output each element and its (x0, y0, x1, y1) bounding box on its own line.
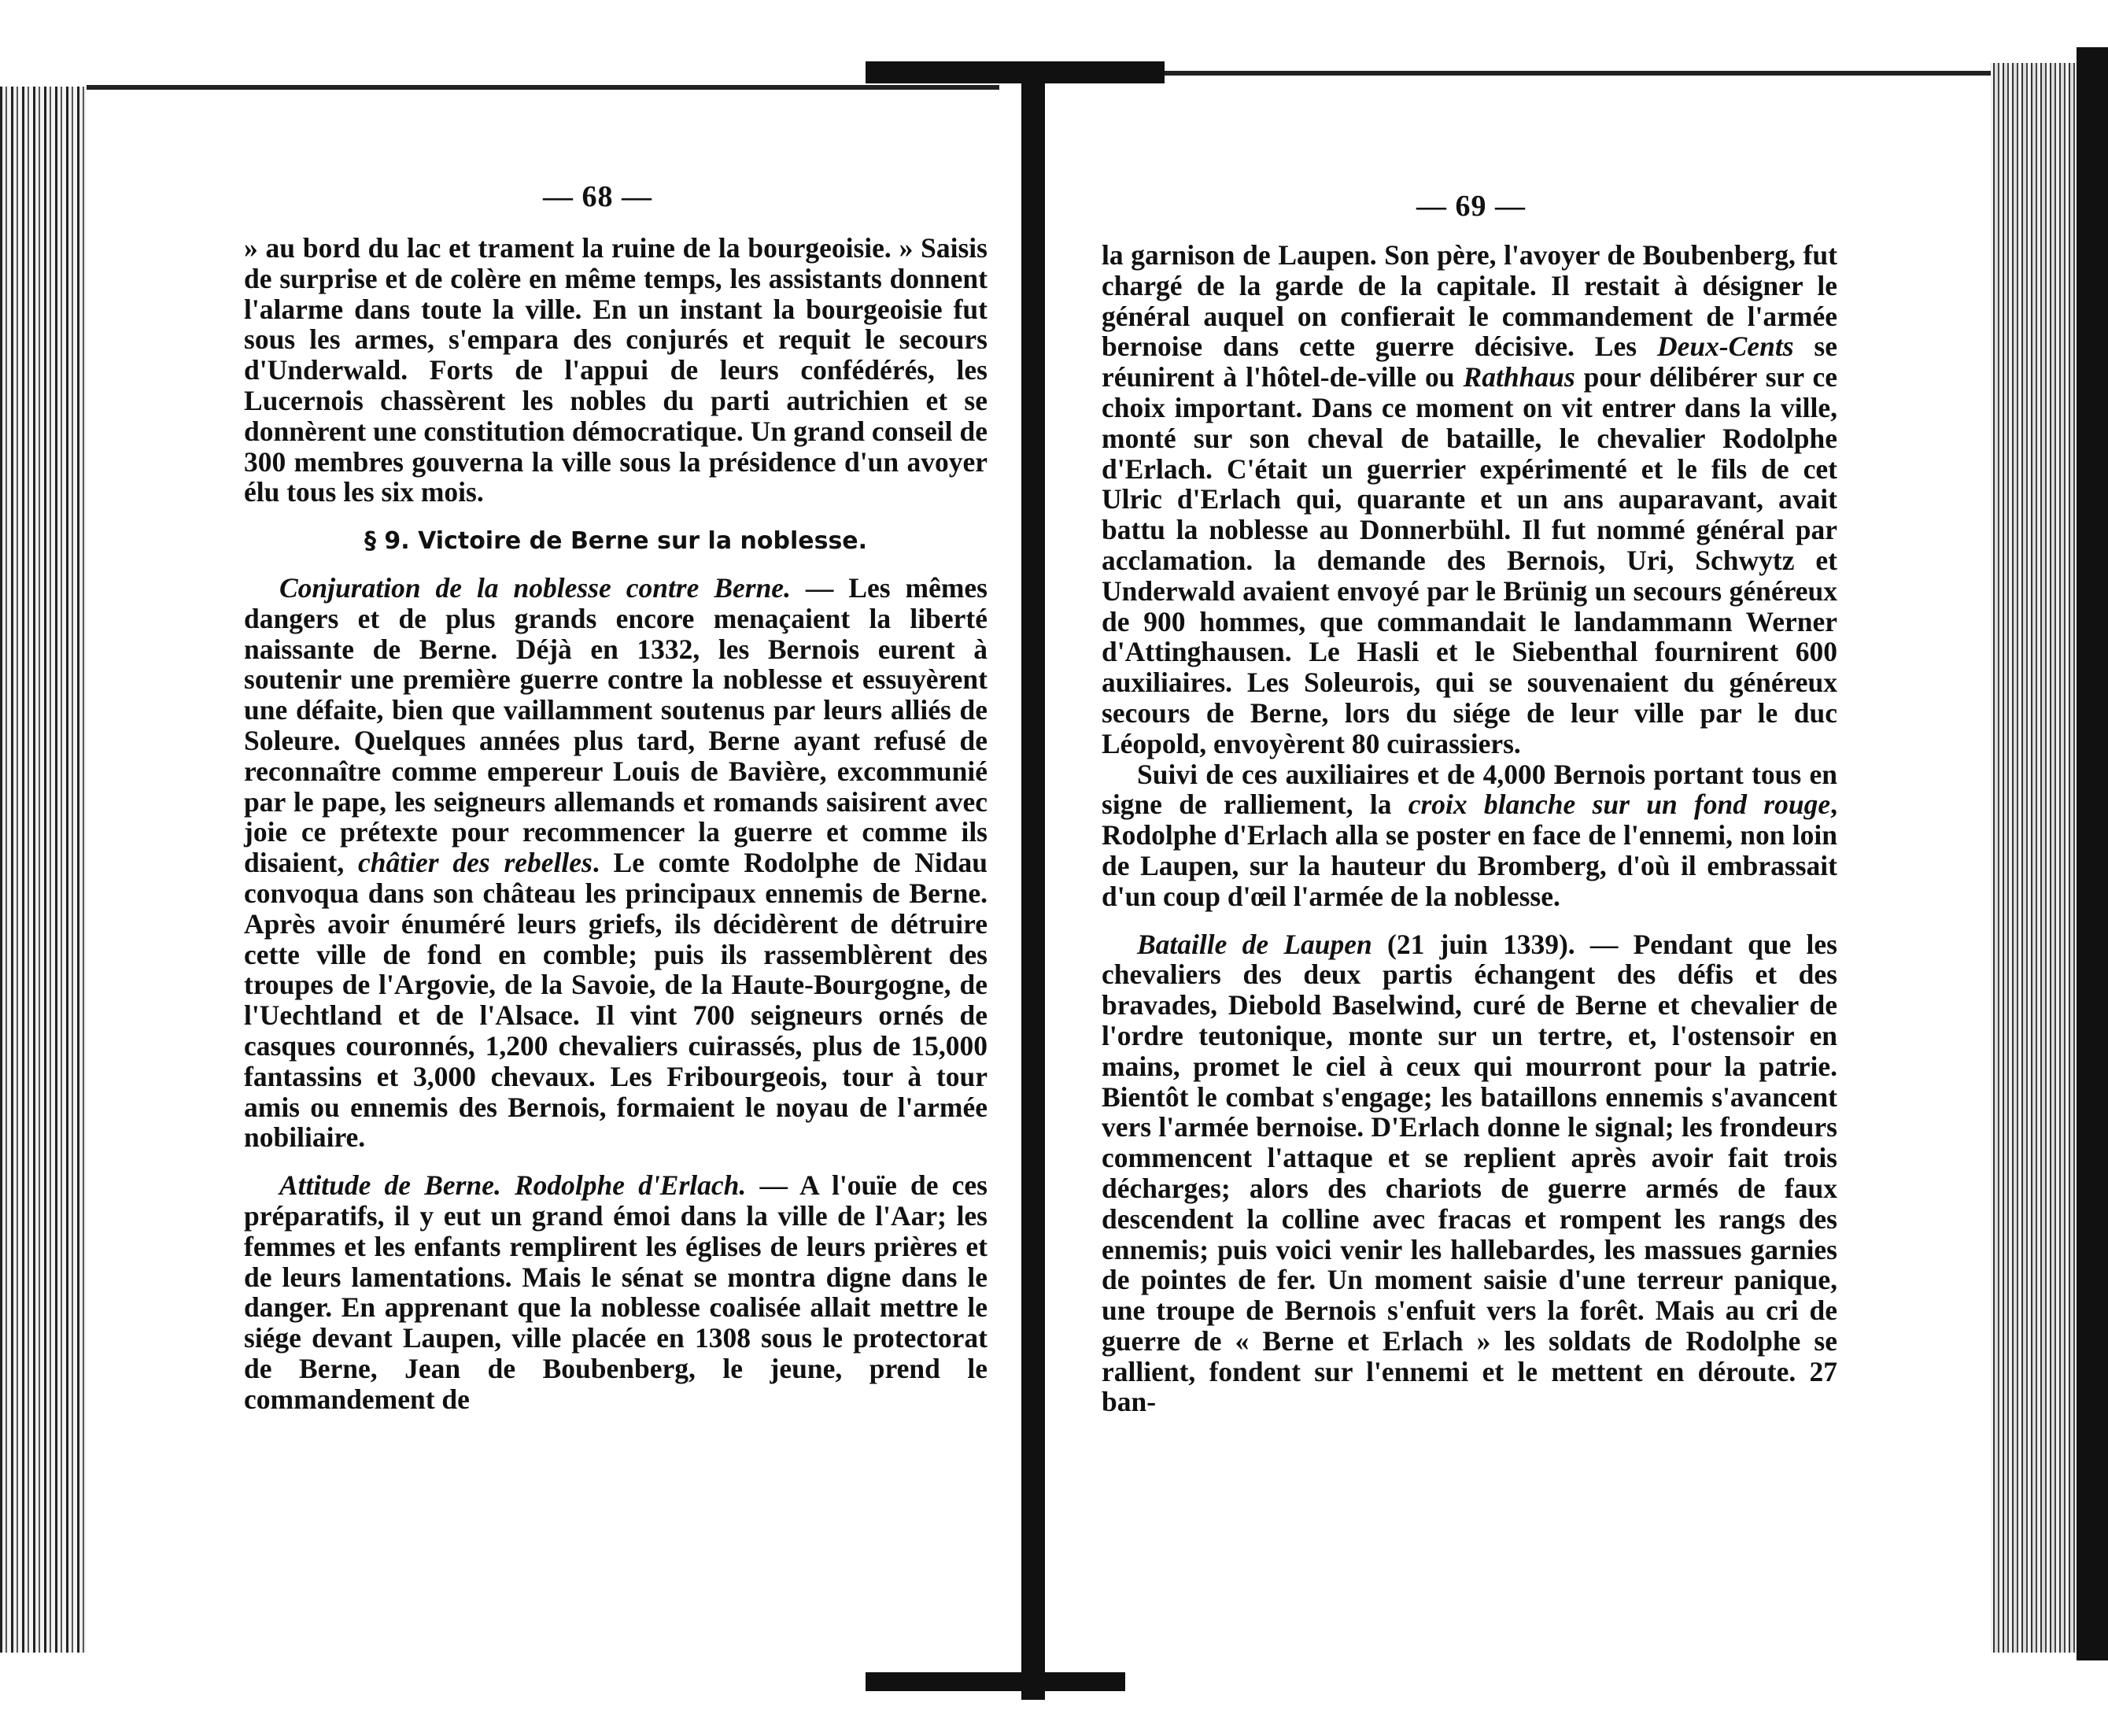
left-page-text (244, 233, 988, 1414)
paragraph-italic-text: croix blanche sur un fond rouge (1408, 789, 1831, 821)
book-spine-gutter (1021, 71, 1045, 1700)
paragraph-text: (21 juin 1339). — Pendant que les chevaliers des deux partis échangent des défis et des bravades, Diebold Baselwind, curé de Berne et chevalier de l'ordre teutonique, monte sur un tertre, et, l'ostensoir en mains, promet le ciel à ceux qui mourront pour la patrie. Bientôt le combat s'engage; les bataillons ennemis s'avancent vers l'armée bernoise. D'Erlach donne le signal; les frondeurs commencent l'attaque et se replient après avoir fait trois décharges; alors des chariots de guerre armés de faux descendent la colline avec fracas et rompent les rangs des ennemis; puis voici venir les hallebardes, les massues garnies de pointes de fer. Un moment saisie d'une terreur panique, une troupe de Bernois s'enfuit vers la forêt. Mais au cri de guerre de « Berne et Erlach » les soldats de Rodolphe se rallient, fondent sur l'ennemi et le mettent en déroute. 27 ban- (1102, 928, 1837, 1418)
paragraph-italic-lead: Conjuration de la noblesse contre Berne. (279, 571, 791, 604)
paragraph-italic-text: Rathhaus (1463, 361, 1575, 393)
paragraph-text: , Rodolphe d'Erlach alla se poster en face de l'ennemi, non loin de Laupen, sur la hauteur du Bromberg, d'où il embrassait d'un coup d'œil l'armée de la noblesse. (1102, 789, 1837, 912)
paragraph-text: se réunirent à l'hôtel-de-ville ou (1102, 331, 1837, 393)
spine-bottom-band (866, 1672, 1125, 1691)
paragraph-text: . Le comte Rodolphe de Nidau convoqua dans son château les principaux ennemis de Berne. Après avoir énuméré leurs griefs, ils décidèrent de détruire cette ville de fond en comble; puis ils rassemblèrent des troupes de l'Argovie, de la Savoie, de la Haute-Bourgogne, de l'Uechtland et de l'Alsace. Il vint 700 seigneurs ornés de casques couronnés, 1,200 chevaliers cuirassés, plus de 15,000 fantassins et 3,000 chevaux. Les Fribourgeois, tour à tour amis ou ennemis des Bernois, formaient le noyau de l'armée nobiliaire. (244, 847, 988, 1154)
section-heading: § 9. Victoire de Berne sur la noblesse. (364, 527, 868, 556)
spine-top-band (866, 61, 1165, 83)
right-page-text (1102, 240, 1837, 1417)
paragraph (1102, 759, 1837, 912)
paragraph-text: Suivi de ces auxiliaires et de 4,000 Bernois portant tous en signe de ralliement, la (1102, 758, 1837, 821)
paragraph (244, 1170, 988, 1414)
paragraph-italic-text: châtier des rebelles (358, 847, 593, 879)
right-page-number: — 69 — (1416, 190, 1526, 223)
paragraph (244, 573, 988, 1153)
paragraph (1102, 240, 1837, 759)
paragraph (1102, 929, 1837, 1418)
paragraph: » au bord du lac et trament la ruine de la bourgeoisie. » Saisis de surprise et de colère en même temps, les assistants donnent l'alarme dans toute la ville. En un instant la bourgeoisie fut sous les armes, s'empara des conjurés et requit le secours d'Underwald. Forts de l'appui de leurs confédérés, les Lucernois chassèrent les nobles du parti autrichien et se donnèrent une constitution démocratique. Un grand conseil de 300 membres gouverna la ville sous la présidence d'un avoyer élu tous les six mois. (244, 232, 988, 508)
paragraph-text: — Les mêmes dangers et de plus grands encore menaçaient la liberté naissante de Berne. Déjà en 1332, les Bernois eurent à soutenir une première guerre contre la noblesse et essuyèrent une défaite, bien que vaillamment soutenus par leurs alliés de Soleure. Quelques années plus tard, Berne ayant refusé de reconnaître comme empereur Louis de Bavière, excommunié par le pape, les seigneurs allemands et romands saisirent avec joie ce prétexte pour recommencer la guerre et comme ils disaient, (244, 571, 988, 879)
paragraph-italic-lead: Bataille de Laupen (1137, 928, 1372, 960)
paragraph-text: la garnison de Laupen. Son père, l'avoyer de Boubenberg, fut chargé de la garde de la capitale. Il restait à désigner le général auquel on confierait le commandement de l'armée bernoise dans cette guerre décisive. Les (1102, 239, 1837, 363)
book-right-cover-edge (2077, 47, 2108, 1660)
paragraph-text: pour délibérer sur ce choix important. Dans ce moment on vit entrer dans la ville, monté sur son cheval de bataille, le chevalier Rodolphe d'Erlach. C'était un guerrier expérimenté et le fils de cet Ulric d'Erlach qui, quarante et un ans auparavant, avait battu la noblesse au Donnerbühl. Il fut nommé général par acclamation. la demande des Bernois, Uri, Schwytz et Underwald avaient envoyé par le Brünig un secours généreux de 900 hommes, que commandait le landammann Werner d'Attinghausen. Le Hasli et le Siebenthal fournirent 600 auxiliaires. Les Soleurois, qui se souvenaient du généreux secours de Berne, lors du siége de leur ville par le duc Léopold, envoyèrent 80 cuirassiers. (1102, 361, 1837, 759)
book-left-page-edges (0, 87, 87, 1653)
paragraph-text: — A l'ouïe de ces préparatifs, il y eut un grand émoi dans la ville de l'Aar; les femmes et les enfants remplirent les églises de leurs prières et de leurs lamentations. Mais le sénat se montra digne dans le danger. En apprenant que la noblesse coalisée allait mettre le siége devant Laupen, ville placée en 1308 sous le protectorat de Berne, Jean de Boubenberg, le jeune, prend le commandement de (244, 1169, 988, 1415)
paragraph-italic-text: Deux-Cents (1656, 331, 1794, 363)
paragraph-italic-lead: Attitude de Berne. Rodolphe d'Erlach. (279, 1169, 747, 1202)
left-page-number: — 68 — (543, 180, 652, 213)
